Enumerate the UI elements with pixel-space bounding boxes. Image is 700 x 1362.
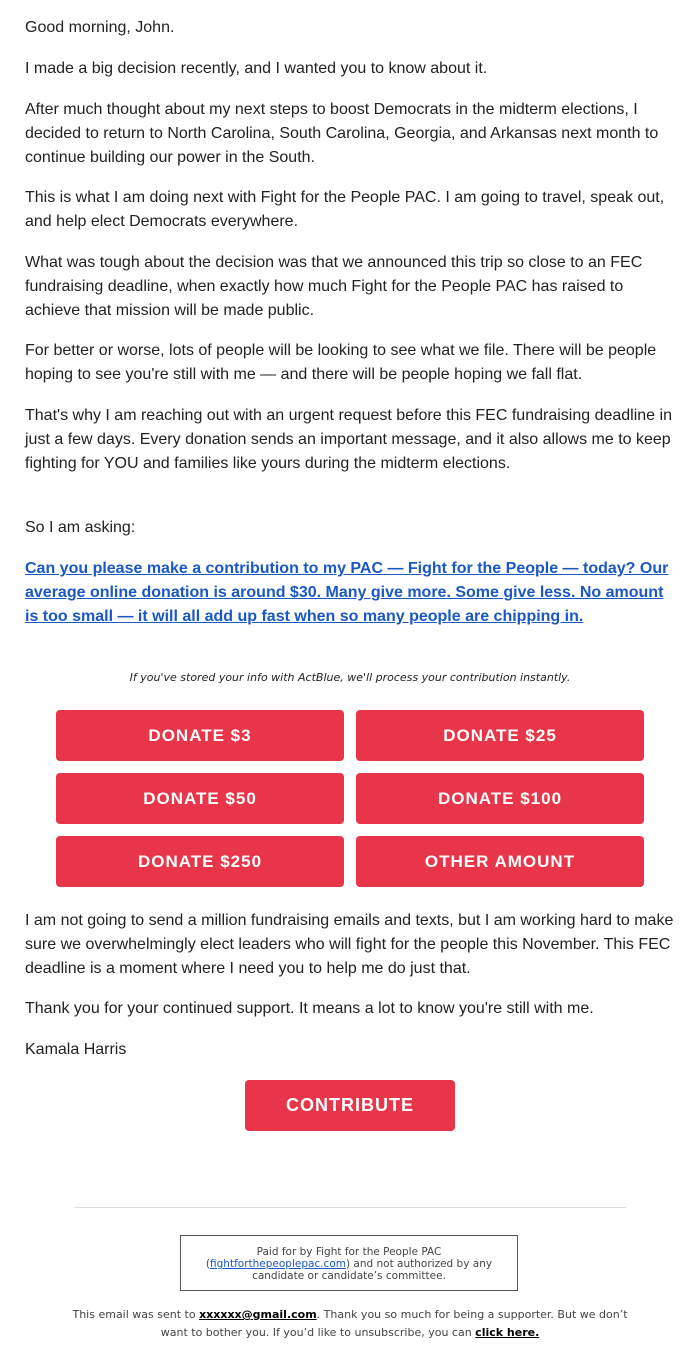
donate-100-button[interactable]: DONATE $100 xyxy=(356,773,644,824)
sent-to-suffix: . Thank you so much for being a supporter. But we don’t want to bother you. If you’d like to unsubscribe, you can xyxy=(160,1308,628,1339)
paid-for-line: Paid for by Fight for the People PAC xyxy=(256,1246,442,1258)
greeting: Good morning, John. xyxy=(25,19,175,36)
paragraph-thanks: Thank you for your continued support. It means a lot to know you're still with me. xyxy=(25,1000,594,1017)
donate-250-button[interactable]: DONATE $250 xyxy=(56,836,344,887)
recipient-email[interactable]: xxxxxx@gmail.com xyxy=(199,1308,317,1321)
contribute-button[interactable]: CONTRIBUTE xyxy=(245,1080,455,1131)
paragraph-closing: I am not going to send a million fundraising emails and texts, but I am working hard to make sure we overwhelmingly elect leaders who will fight for the people this November. This FEC deadline is a moment where I need you to help me do just that. xyxy=(25,912,674,977)
paid-for-disclaimer xyxy=(181,1258,517,1282)
paragraph-pac: This is what I am doing next with Fight for the People PAC. I am going to travel, speak out, and help elect Democrats everywhere. xyxy=(25,189,665,230)
contribution-ask-link[interactable]: Can you please make a contribution to my PAC — Fight for the People — today? Our average online donation is around $30. Many give more. Some give less. No amount is too small — it will all add up fast when so many people are chipping in. xyxy=(25,560,669,625)
signature: Kamala Harris xyxy=(25,1041,127,1058)
paragraph-file: For better or worse, lots of people will be looking to see what we file. There will be people hoping to see you're still with me — and there will be people hoping we fall flat. xyxy=(25,342,657,383)
paragraph-urgent: That's why I am reaching out with an urgent request before this FEC fundraising deadline in just a few days. Every donation sends an important message, and it also allows me to keep fighting for YOU and families like yours during the midterm elections. xyxy=(25,407,672,472)
donate-25-button[interactable]: DONATE $25 xyxy=(356,710,644,761)
paid-for-box xyxy=(180,1235,518,1291)
unsubscribe-link[interactable]: click here. xyxy=(475,1326,540,1339)
donate-3-button[interactable]: DONATE $3 xyxy=(56,710,344,761)
footer-text xyxy=(60,1306,640,1342)
paragraph-trip: After much thought about my next steps to boost Democrats in the midterm elections, I decided to return to North Carolina, South Carolina, Georgia, and Arkansas next month to continue building our power in the South. xyxy=(25,101,659,166)
sent-to-prefix: This email was sent to xyxy=(72,1308,200,1321)
paragraph-asking: So I am asking: xyxy=(25,519,136,536)
paragraph-deadline: What was tough about the decision was that we announced this trip so close to an FEC fundraising deadline, when exactly how much Fight for the People PAC has raised to achieve that mission will be made public. xyxy=(25,254,643,319)
footer-divider xyxy=(75,1207,626,1208)
other-amount-button[interactable]: OTHER AMOUNT xyxy=(356,836,644,887)
paid-for-paren: ( xyxy=(205,1258,211,1270)
donate-50-button[interactable]: DONATE $50 xyxy=(56,773,344,824)
paid-for-rest: ) and not authorized by any candidate or candidate’s committee. xyxy=(252,1258,493,1282)
actblue-note: If you've stored your info with ActBlue, we'll process your contribution instantly. xyxy=(129,671,571,684)
paragraph-decision: I made a big decision recently, and I wanted you to know about it. xyxy=(25,60,488,77)
pac-website-link[interactable]: fightforthepeoplepac.com xyxy=(210,1258,346,1270)
